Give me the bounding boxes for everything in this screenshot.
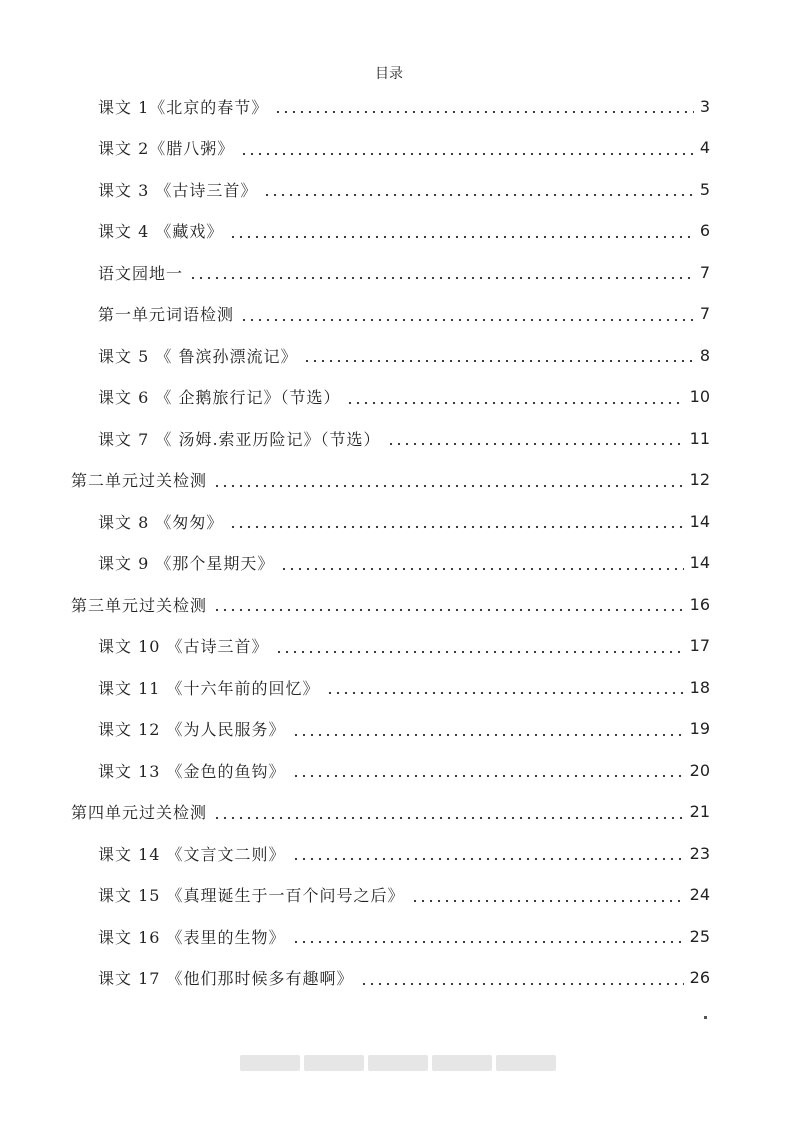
toc-entry-label: 课文 1《北京的春节》 [98, 97, 269, 117]
toc-entry-label: 课文 4 《藏戏》 [98, 222, 224, 241]
toc-entry-page-number: 11 [689, 428, 710, 448]
blurred-watermark [240, 1055, 556, 1071]
toc-entry-label: 课文 2《腊八粥》 [98, 139, 235, 158]
toc-entry-page-number: 4 [699, 138, 710, 157]
toc-dot-leader [263, 181, 693, 197]
toc-title: 目录 [375, 66, 403, 82]
toc-entry-page-number: 17 [689, 636, 710, 655]
toc-entry-page-number: 3 [699, 96, 710, 116]
toc-entry-page-number: 6 [699, 221, 710, 240]
toc-entry-label: 课文 15 《真理诞生于一百个问号之后》 [98, 886, 405, 905]
toc-entry-page-number: 25 [689, 926, 710, 946]
toc-entry[interactable] [98, 169, 710, 209]
toc-entry-page-number: 20 [689, 760, 710, 780]
toc-entry[interactable] [71, 792, 710, 832]
toc-entry[interactable] [98, 294, 710, 334]
toc-dot-leader [213, 804, 684, 820]
toc-entry-page-number: 24 [689, 885, 710, 904]
toc-dot-leader [292, 928, 684, 944]
toc-entry-label: 课文 3 《古诗三首》 [98, 180, 258, 200]
toc-entry-label: 课文 9 《那个星期天》 [98, 554, 275, 573]
toc-entry[interactable] [98, 501, 710, 541]
toc-dot-leader [292, 721, 684, 737]
toc-dot-leader [292, 845, 684, 861]
toc-entry[interactable] [98, 128, 710, 168]
toc-entry-label: 课文 5 《 鲁滨孙漂流记》 [98, 346, 298, 366]
toc-entry-label: 课文 11 《十六年前的回忆》 [98, 678, 320, 698]
toc-entry-page-number: 23 [689, 843, 710, 863]
toc-entry[interactable] [98, 377, 710, 417]
toc-entry-page-number: 18 [689, 677, 710, 697]
toc-entry-page-number: 7 [699, 262, 710, 282]
toc-entry[interactable] [98, 709, 710, 749]
toc-dot-leader [360, 970, 684, 986]
toc-dot-leader [240, 140, 694, 156]
watermark-block [432, 1055, 492, 1071]
toc-entry[interactable] [71, 584, 710, 624]
toc-entry-label: 课文 10 《古诗三首》 [98, 637, 269, 656]
toc-dot-leader [229, 223, 693, 239]
toc-entry-page-number: 12 [689, 470, 710, 489]
toc-entry-page-number: 8 [699, 345, 710, 365]
toc-entry[interactable] [98, 418, 710, 458]
toc-dot-leader [189, 264, 694, 280]
toc-dot-leader [240, 306, 694, 322]
toc-entry-label: 课文 8 《匆匆》 [98, 512, 224, 532]
toc-entry[interactable] [98, 958, 710, 998]
toc-dot-leader [275, 638, 684, 654]
toc-entry-label: 第三单元过关检测 [71, 595, 208, 615]
toc-entry-page-number: 14 [689, 511, 710, 531]
toc-entry-label: 第四单元过关检测 [71, 803, 208, 822]
toc-entry-page-number: 10 [689, 387, 710, 406]
corner-mark [704, 1016, 707, 1019]
toc-entry-label: 课文 6 《 企鹅旅行记》（节选） [98, 388, 341, 407]
toc-dot-leader [387, 430, 684, 446]
toc-dot-leader [213, 596, 684, 612]
toc-entry-label: 语文园地一 [98, 263, 184, 283]
toc-entry[interactable] [98, 833, 710, 873]
toc-dot-leader [274, 98, 694, 114]
toc-entry[interactable] [98, 667, 710, 707]
toc-entry[interactable] [98, 86, 710, 126]
toc-entry[interactable] [71, 460, 710, 500]
toc-entry[interactable] [98, 543, 710, 583]
toc-dot-leader [229, 513, 683, 529]
toc-entry-page-number: 21 [689, 802, 710, 821]
watermark-block [496, 1055, 556, 1071]
toc-entry-page-number: 19 [689, 719, 710, 738]
toc-entry-page-number: 14 [689, 553, 710, 572]
toc-entry[interactable] [98, 750, 710, 790]
toc-entry-label: 课文 16 《表里的生物》 [98, 927, 286, 947]
toc-entry-label: 课文 12 《为人民服务》 [98, 720, 286, 739]
toc-entry[interactable] [98, 211, 710, 251]
toc-dot-leader [411, 887, 684, 903]
toc-entry[interactable] [98, 916, 710, 956]
toc-entry-label: 课文 17 《他们那时候多有趣啊》 [98, 969, 354, 988]
toc-dot-leader [280, 555, 683, 571]
toc-entry-page-number: 16 [689, 594, 710, 614]
toc-entry[interactable] [98, 626, 710, 666]
toc-entry[interactable] [98, 335, 710, 375]
toc-dot-leader [292, 762, 684, 778]
watermark-block [304, 1055, 364, 1071]
toc-entry-page-number: 26 [689, 968, 710, 987]
toc-entry-label: 课文 7 《 汤姆.索亚历险记》（节选） [98, 429, 381, 449]
toc-entry[interactable] [98, 252, 710, 292]
toc-dot-leader [213, 472, 684, 488]
toc-dot-leader [326, 679, 684, 695]
watermark-block [368, 1055, 428, 1071]
toc-entry-label: 课文 13 《金色的鱼钩》 [98, 761, 286, 781]
toc-entry-label: 第一单元词语检测 [98, 305, 235, 324]
toc-entry-page-number: 7 [699, 304, 710, 323]
toc-dot-leader [346, 389, 683, 405]
watermark-block [240, 1055, 300, 1071]
toc-dot-leader [303, 347, 693, 363]
toc-entry-label: 第二单元过关检测 [71, 471, 208, 490]
toc-entry-label: 课文 14 《文言文二则》 [98, 844, 286, 864]
toc-entry[interactable] [98, 875, 710, 915]
toc-entry-page-number: 5 [699, 179, 710, 199]
